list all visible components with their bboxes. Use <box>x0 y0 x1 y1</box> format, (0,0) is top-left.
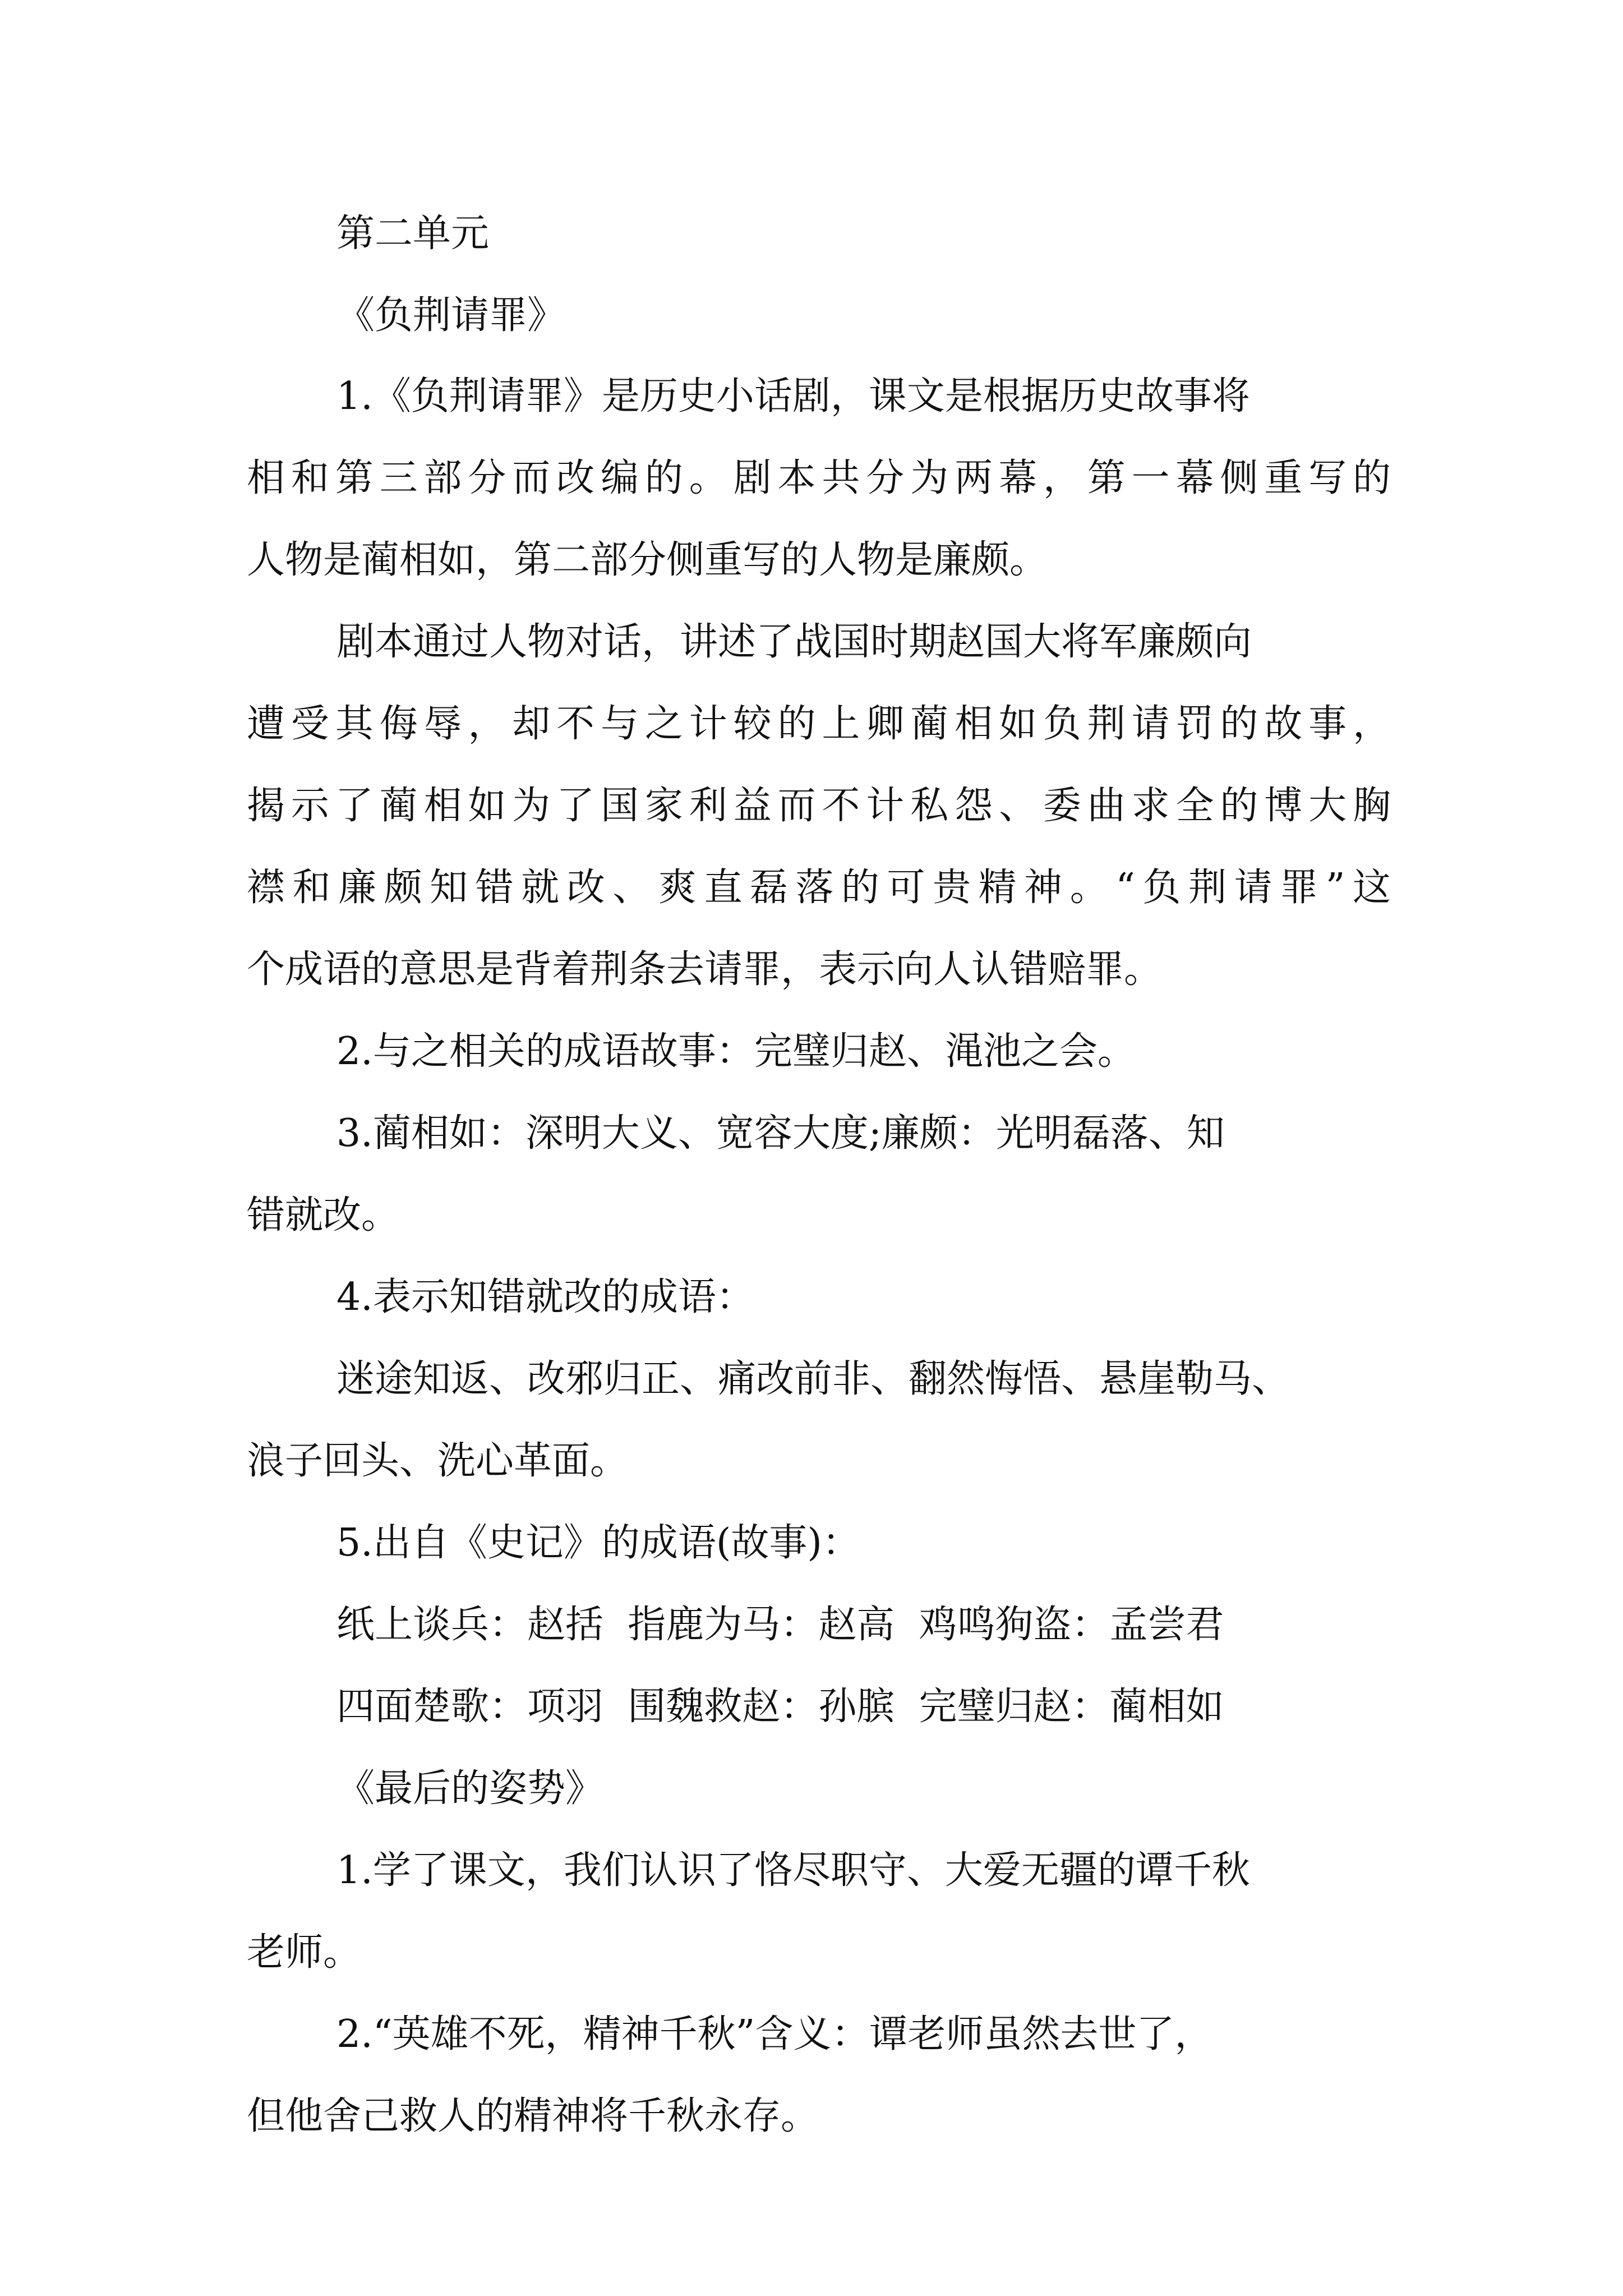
idiom-line: 纸上谈兵：赵括 指鹿为马：赵高 鸡鸣狗盗：孟尝君 <box>336 1603 1224 1647</box>
lesson-title-zuihou: 《最后的姿势》 <box>336 1766 604 1811</box>
paragraph-line: 襟和廉颇知错就改、爽直磊落的可贵精神。“负荆请罪”这 <box>247 866 1391 910</box>
paragraph-line: 浪子回头、洗心革面。 <box>247 1439 629 1483</box>
lesson-title-fujing: 《负荆请罪》 <box>336 293 566 338</box>
paragraph-line: 5.出自《史记》的成语(故事)： <box>336 1521 860 1565</box>
paragraph-line: 老师。 <box>247 1930 362 1975</box>
unit-heading: 第二单元 <box>336 211 490 256</box>
paragraph-line: 1.《负荆请罪》是历史小话剧，课文是根据历史故事将 <box>336 374 1250 418</box>
paragraph-line: 迷途知返、改邪归正、痛改前非、翻然悔悟、悬崖勒马、 <box>336 1357 1290 1401</box>
paragraph-line: 揭示了蔺相如为了国家利益而不计私怨、委曲求全的博大胸 <box>247 784 1391 828</box>
paragraph-line: 3.蔺相如：深明大义、宽容大度;廉颇：光明磊落、知 <box>336 1111 1225 1156</box>
paragraph-line: 2.与之相关的成语故事：完璧归赵、渑池之会。 <box>336 1029 1136 1074</box>
paragraph-line: 人物是蔺相如，第二部分侧重写的人物是廉颇。 <box>247 538 1048 582</box>
paragraph-line: 剧本通过人物对话，讲述了战国时期赵国大将军廉颇向 <box>336 620 1252 664</box>
paragraph-line: 4.表示知错就改的成语： <box>336 1275 754 1319</box>
paragraph-line: 但他舍己救人的精神将千秋永存。 <box>247 2094 819 2138</box>
idiom-line: 四面楚歌：项羽 围魏救赵：孙膑 完璧归赵：蔺相如 <box>336 1685 1224 1729</box>
paragraph-line: 个成语的意思是背着荆条去请罪，表示向人认错赔罪。 <box>247 947 1163 992</box>
paragraph-line: 错就改。 <box>247 1193 400 1237</box>
paragraph-line: 2.“英雄不死，精神千秋”含义：谭老师虽然去世了， <box>336 2012 1213 2056</box>
paragraph-line: 1.学了课文，我们认识了恪尽职守、大爱无疆的谭千秋 <box>336 1848 1250 1893</box>
paragraph-line: 相和第三部分而改编的。剧本共分为两幕，第一幕侧重写的 <box>247 456 1391 500</box>
paragraph-line: 遭受其侮辱，却不与之计较的上卿蔺相如负荆请罚的故事， <box>247 702 1391 746</box>
